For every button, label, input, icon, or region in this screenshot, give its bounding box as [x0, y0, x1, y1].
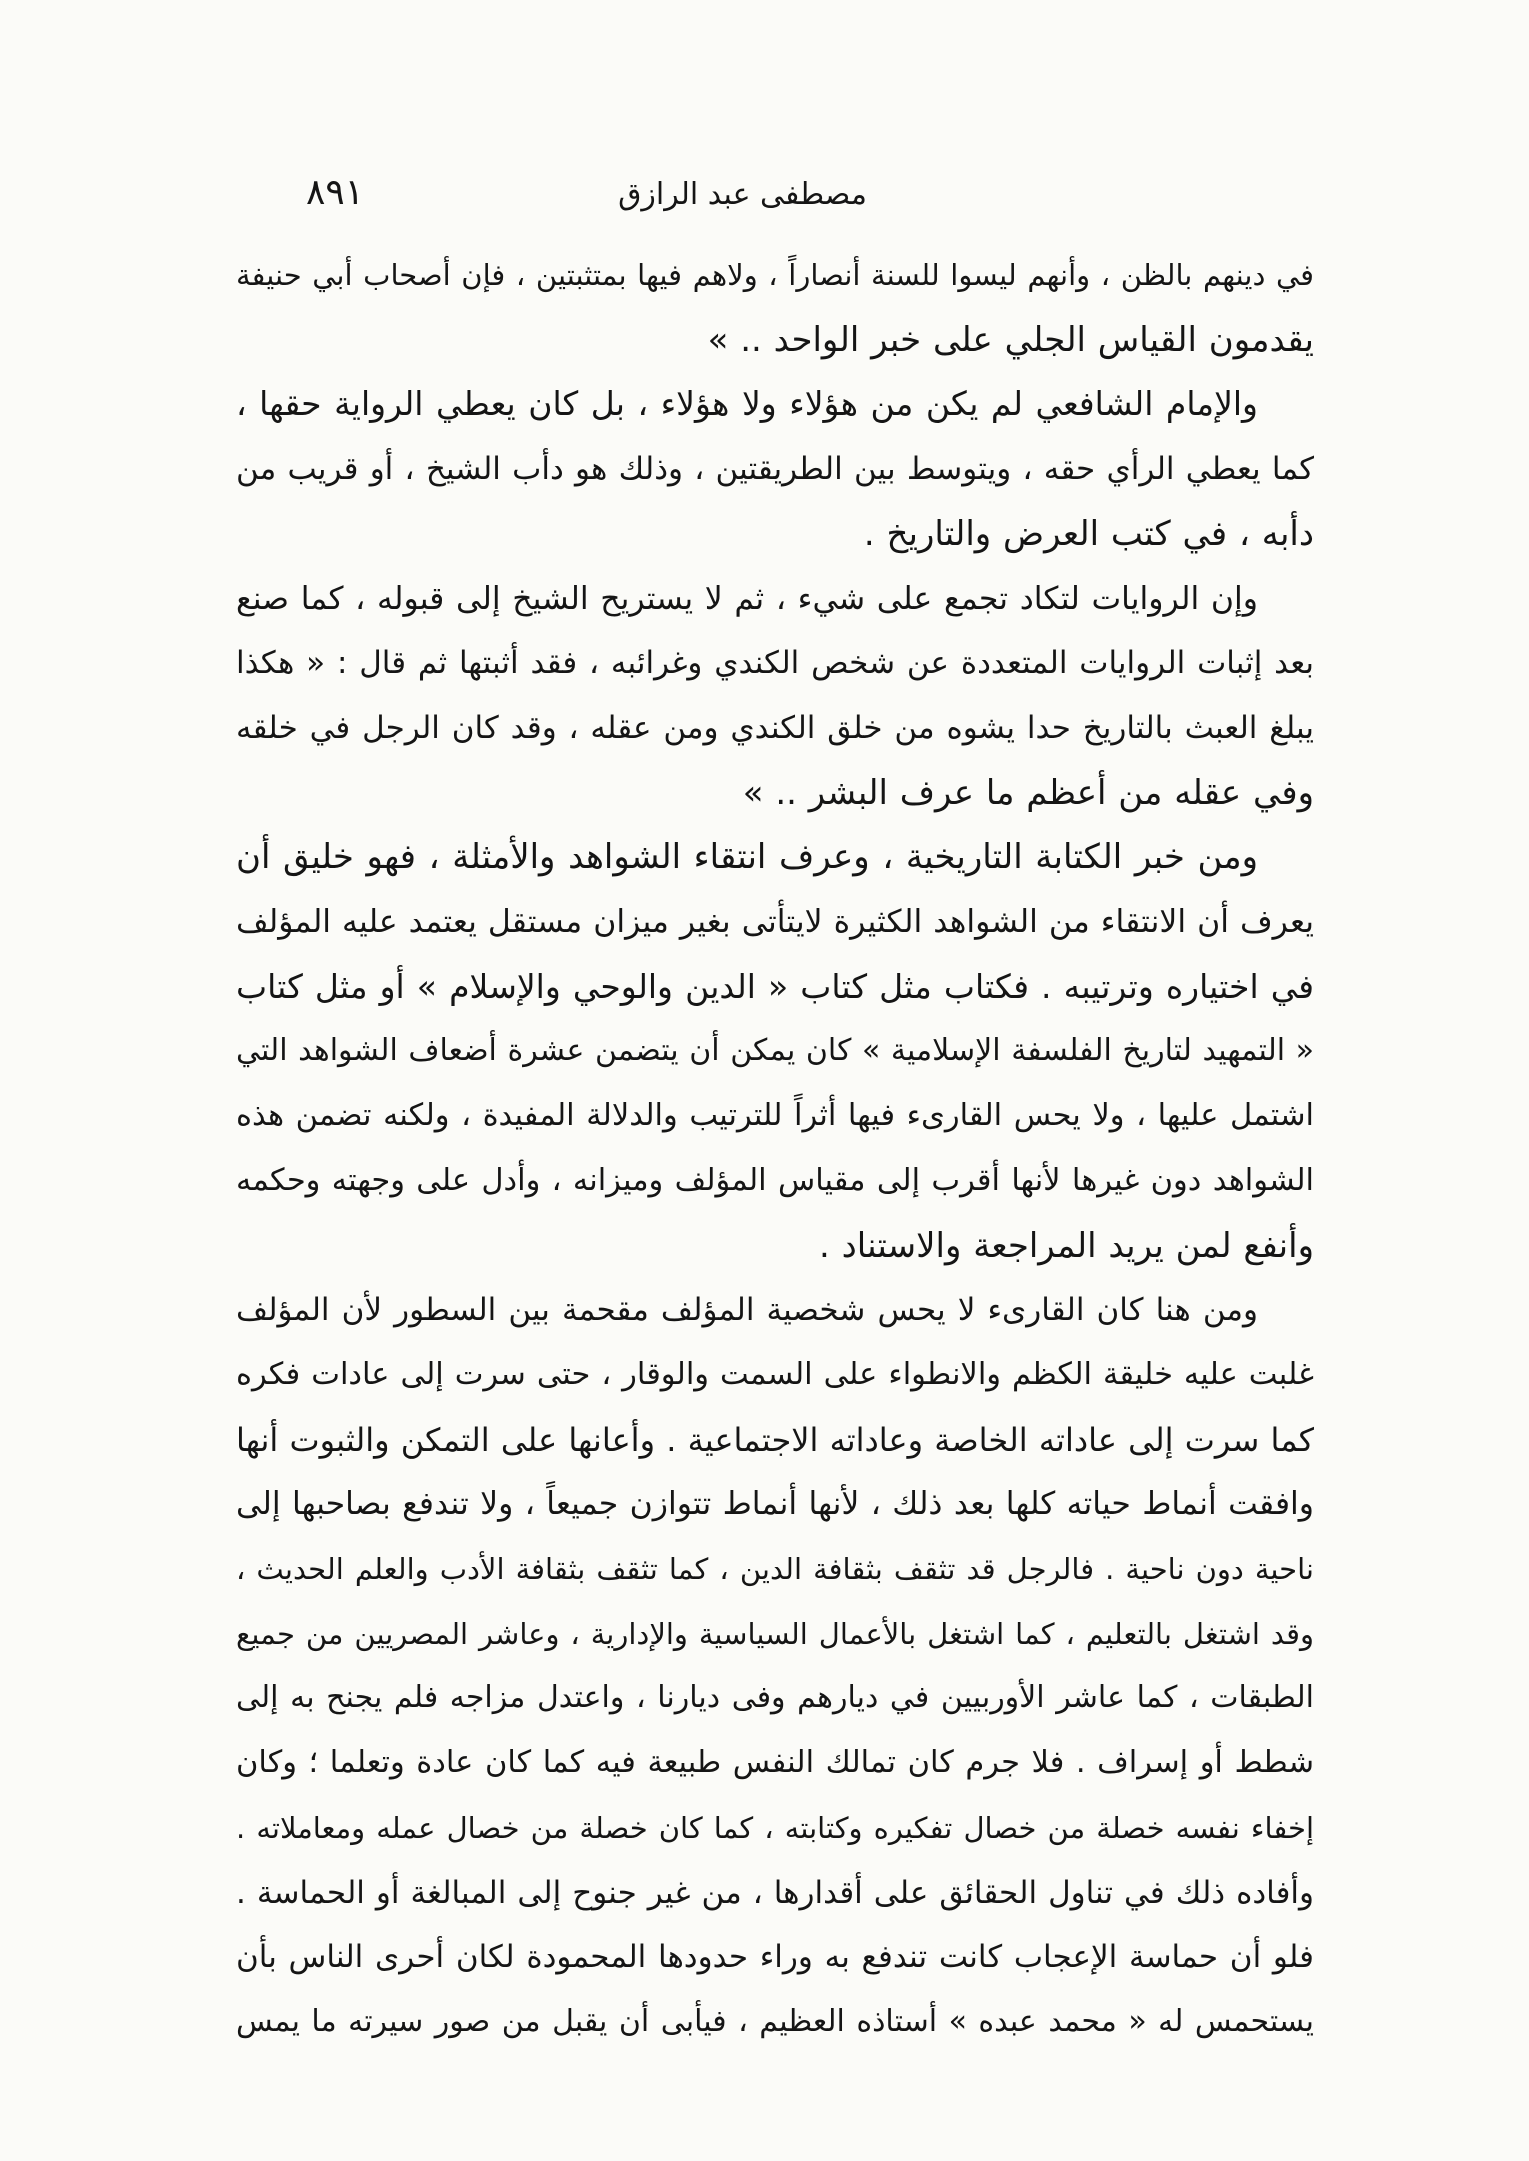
text-line: شطط أو إسراف . فلا جرم كان تمالك النفس طبيعة فيه كما كان عادة وتعلما ؛ وكان: [236, 1745, 1314, 1781]
text-line: بعد إثبات الروايات المتعددة عن شخص الكندي وغرائبه ، فقد أثبتها ثم قال : « هكذا: [236, 645, 1314, 682]
text-line: غلبت عليه خليقة الكظم والانطواء على السمت والوقار ، حتى سرت إلى عادات فكره: [236, 1356, 1314, 1392]
text-line: وافقت أنماط حياته كلها بعد ذلك ، لأنها أنماط تتوازن جميعاً ، ولا تندفع بصاحبها إلى: [236, 1486, 1314, 1523]
text-line: إخفاء نفسه خصلة من خصال تفكيره وكتابته ، كما كان خصلة من خصال عمله ومعاملاته .: [236, 1810, 1314, 1845]
text-line: يقدمون القياس الجلي على خبر الواحد .. »: [707, 319, 1314, 360]
page-number: ٨٩١: [305, 172, 364, 213]
text-line: يعرف أن الانتقاء من الشواهد الكثيرة لايتأتى بغير ميزان مستقل يعتمد عليه المؤلف: [236, 904, 1314, 941]
text-line: كما سرت إلى عاداته الخاصة وعاداته الاجتماعية . وأعانها على التمكن والثبوت أنها: [236, 1420, 1314, 1459]
text-line: دأبه ، في كتب العرض والتاريخ .: [863, 513, 1314, 554]
text-line: فلو أن حماسة الإعجاب كانت تندفع به وراء حدودها المحمودة لكان أحرى الناس بأن: [236, 1939, 1314, 1976]
text-line: والإمام الشافعي لم يكن من هؤلاء ولا هؤلاء ، بل كان يعطي الرواية حقها ،: [236, 384, 1258, 424]
text-line: اشتمل عليها ، ولا يحس القارىء فيها أثراً للترتيب والدلالة المفيدة ، ولكنه تضمن هذه: [236, 1098, 1314, 1134]
text-line: ومن خبر الكتابة التاريخية ، وعرف انتقاء الشواهد والأمثلة ، فهو خليق أن: [236, 837, 1258, 878]
text-line: في اختياره وترتيبه . فكتاب مثل كتاب « الدين والوحي والإسلام » أو مثل كتاب: [236, 966, 1314, 1006]
text-line: ومن هنا كان القارىء لا يحس شخصية المؤلف مقحمة بين السطور لأن المؤلف: [236, 1292, 1258, 1329]
text-line: « التمهيد لتاريخ الفلسفة الإسلامية » كان يمكن أن يتضمن عشرة أضعاف الشواهد التي: [236, 1033, 1314, 1069]
text-line: كما يعطي الرأي حقه ، ويتوسط بين الطريقتين ، وذلك هو دأب الشيخ ، أو قريب من: [236, 451, 1314, 488]
running-head-author: مصطفى عبد الرازق: [618, 177, 867, 212]
text-line: يبلغ العبث بالتاريخ حدا يشوه من خلق الكندي ومن عقله ، وقد كان الرجل في خلقه: [236, 709, 1314, 746]
text-line: وإن الروايات لتكاد تجمع على شيء ، ثم لا يستريح الشيخ إلى قبوله ، كما صنع: [236, 580, 1258, 617]
text-line: الطبقات ، كما عاشر الأوربيين في ديارهم وفى ديارنا ، واعتدل مزاجه فلم يجنح به إلى: [236, 1680, 1314, 1716]
text-line: وقد اشتغل بالتعليم ، كما اشتغل بالأعمال السياسية والإدارية ، وعاشر المصريين من جميع: [236, 1616, 1314, 1651]
text-line: وأفاده ذلك في تناول الحقائق على أقدارها ، من غير جنوح إلى المبالغة أو الحماسة .: [236, 1874, 1314, 1911]
text-line: وأنفع لمن يريد المراجعة والاستناد .: [819, 1225, 1314, 1266]
text-line: في دينهم بالظن ، وأنهم ليسوا للسنة أنصاراً ، ولاهم فيها بمتثبتين ، فإن أصحاب أبي حنيفة: [236, 258, 1314, 292]
text-line: الشواهد دون غيرها لأنها أقرب إلى مقياس المؤلف وميزانه ، وأدل على وجهته وحكمه: [236, 1162, 1314, 1198]
body-text: [236, 243, 1314, 2055]
text-line: وفي عقله من أعظم ما عرف البشر .. »: [742, 772, 1314, 813]
text-line: يستحمس له « محمد عبده » أستاذه العظيم ، فيأبى أن يقبل من صور سيرته ما يمس: [236, 2003, 1314, 2039]
text-line: ناحية دون ناحية . فالرجل قد تثقف بثقافة الدين ، كما تثقف بثقافة الأدب والعلم الحديث ،: [236, 1552, 1314, 1587]
